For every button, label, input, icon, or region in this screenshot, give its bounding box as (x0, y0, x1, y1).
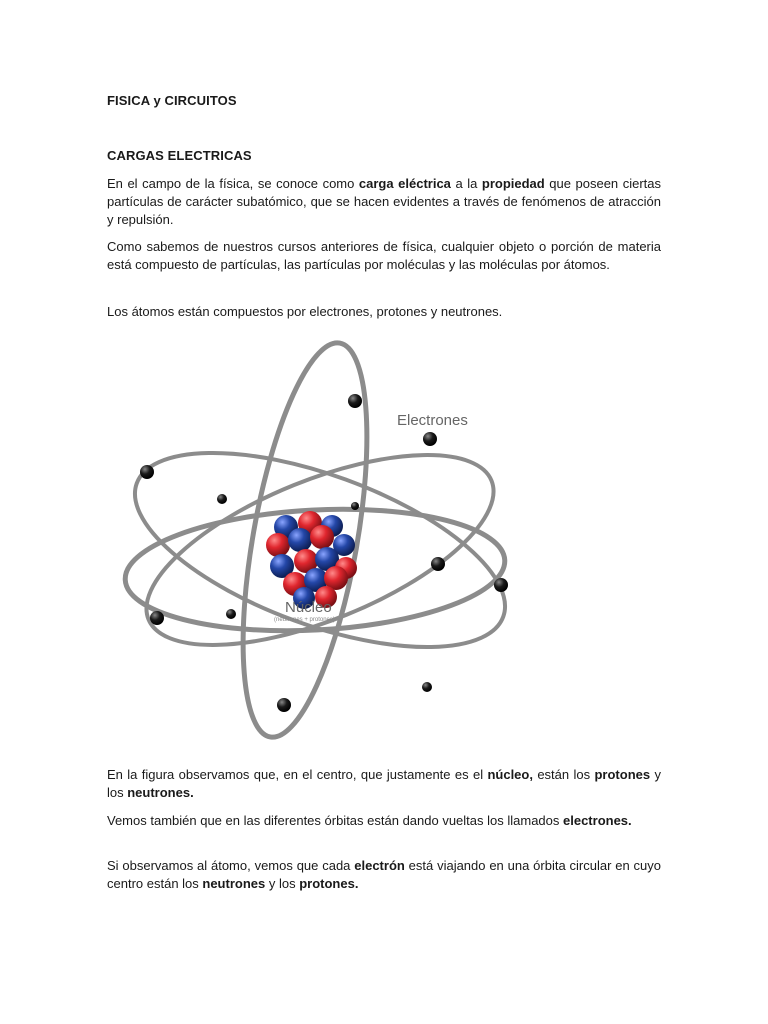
text-run: Vemos también que en las diferentes órbitas están dando vueltas los llamados (107, 813, 563, 828)
electron (422, 682, 432, 692)
bold-term: electrón (354, 858, 405, 873)
paragraph-nucleo (107, 766, 661, 802)
paragraph-atomos: Los átomos están compuestos por electrones, protones y neutrones. (107, 304, 503, 319)
text-run: que poseen ciertas partículas de carácter subatómico, que se hacen evidentes a través de fenómenos de atracción y repulsión. (107, 176, 661, 227)
atom-illustration (120, 340, 520, 745)
document-title: FISICA y CIRCUITOS (107, 93, 237, 108)
electron (277, 698, 291, 712)
text-run: está viajando en una órbita circular en cuyo centro están los (107, 858, 661, 891)
electron (140, 465, 154, 479)
electron (351, 502, 359, 510)
text-run: y los (265, 876, 300, 891)
electron (423, 432, 437, 446)
electron (431, 557, 445, 571)
text-run: están los (532, 767, 595, 782)
bold-term: electrones. (563, 813, 632, 828)
electron (226, 609, 236, 619)
electron (494, 578, 508, 592)
bold-term: propiedad (481, 176, 545, 191)
bold-term: protones (594, 767, 651, 782)
atom-diagram (120, 340, 520, 745)
paragraph-electrones (107, 812, 661, 830)
electrons-label: Electrones (397, 412, 468, 429)
bold-term: núcleo, (487, 767, 533, 782)
text-run: En la figura observamos que, en el centro, que justamente es el (107, 767, 488, 782)
text-run: En el campo de la física, se conoce como (107, 176, 359, 191)
electron (348, 394, 362, 408)
bold-term: neutrones. (127, 785, 194, 800)
section-heading: CARGAS ELECTRICAS (107, 148, 252, 163)
paragraph-orbita (107, 857, 661, 893)
bold-term: protones. (299, 876, 359, 891)
nucleus-label: Núcleo (285, 599, 332, 616)
paragraph-carga-electrica (107, 175, 661, 229)
nucleus (266, 511, 357, 609)
text-run: y los (107, 767, 661, 800)
text-run: Si observamos al átomo, vemos que cada (107, 858, 355, 873)
nucleus-sublabel: (neutrones + protones) (274, 617, 335, 623)
electron (217, 494, 227, 504)
bold-term: neutrones (202, 876, 266, 891)
bold-term: carga eléctrica (358, 176, 451, 191)
electron (150, 611, 164, 625)
paragraph-materia: Como sabemos de nuestros cursos anteriores de física, cualquier objeto o porción de materia está compuesto de partículas, las partículas por moléculas y las moléculas por átomos. (107, 239, 661, 272)
text-run: a la (450, 176, 482, 191)
